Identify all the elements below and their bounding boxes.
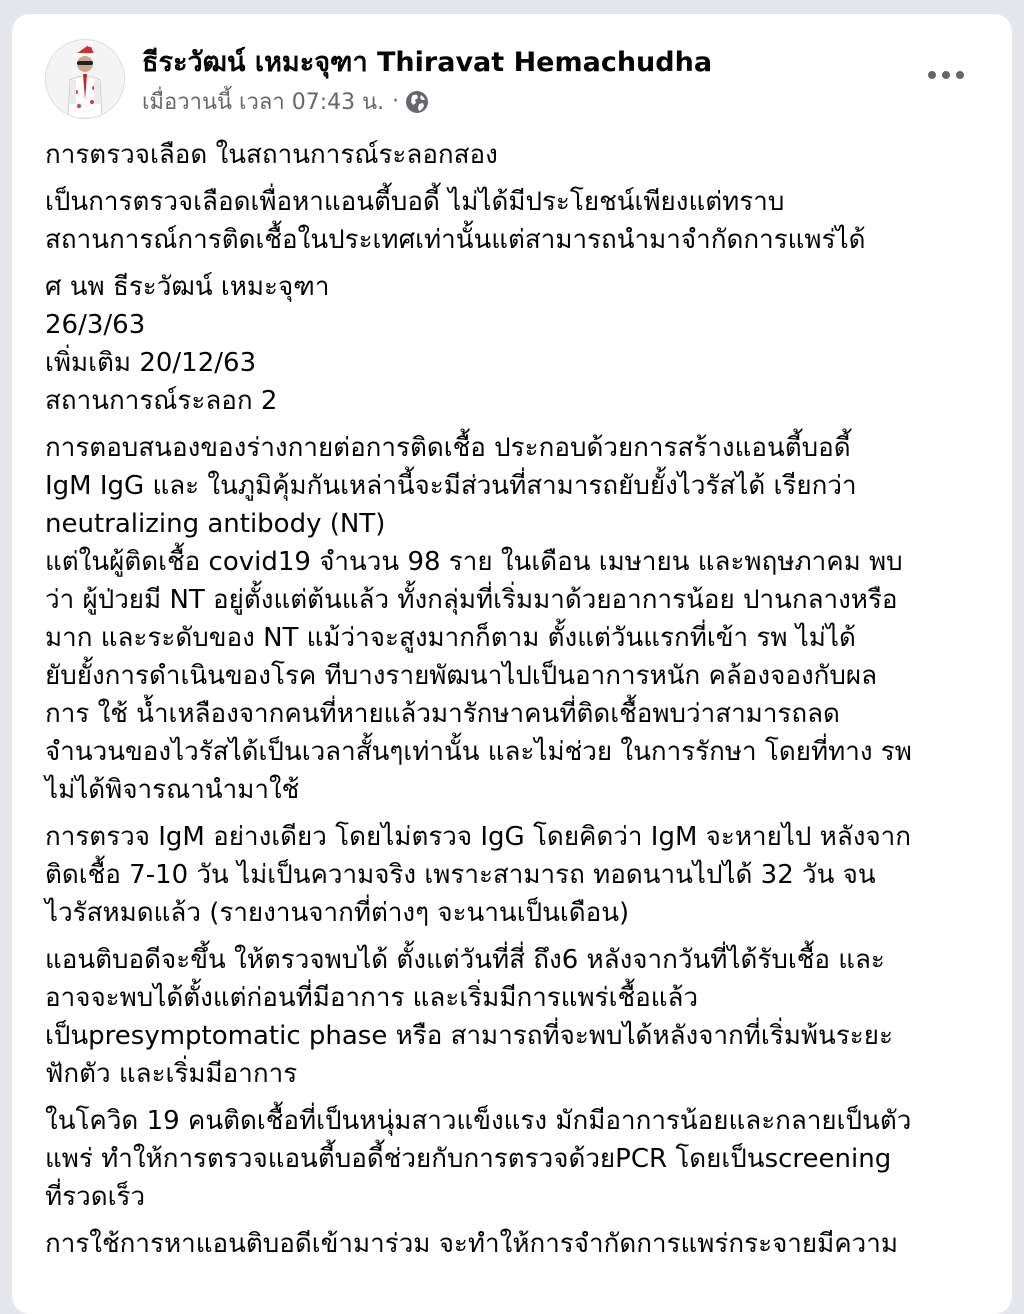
post-text-line: 26/3/63 [45, 310, 146, 340]
post-text-line: ไม่ได้พิจารณานำมาใช้ [45, 775, 300, 805]
post-text-line: ว่า ผู้ป่วยมี NT อยู่ตั้งแต่ต้นแล้ว ทั้งกลุ่มที่เริ่มมาด้วยอาการน้อย ปานกลางหรือ [45, 585, 898, 615]
post-text-line: แอนติบอดีจะขึ้น ให้ตรวจพบได้ ตั้งแต่วันที่สี่ ถึง6 หลังจากวันที่ได้รับเชื้อ และ [45, 945, 885, 975]
post-paragraph [45, 1102, 995, 1216]
post-text-line: ไวรัสหมดแล้ว (รายงานจากที่ต่างๆ จะนานเป็นเดือน) [45, 898, 630, 928]
post-text-line: การใช้การหาแอนติบอดีเข้ามาร่วม จะทำให้การจำกัดการแพร่กระจายมีความ [45, 1229, 899, 1259]
post-text-line: ในโควิด 19 คนติดเชื้อที่เป็นหนุ่มสาวแข็งแรง มักมีอาการน้อยและกลายเป็นตัว [45, 1106, 912, 1136]
post-paragraph [45, 268, 995, 420]
post-text-line: สถานการณ์ระลอก 2 [45, 386, 278, 416]
post-paragraph [45, 818, 995, 932]
post-text-line: ที่รวดเร็ว [45, 1182, 146, 1212]
post-paragraph [45, 136, 995, 174]
globe-icon[interactable] [405, 90, 429, 114]
post-text-line: มาก และระดับของ NT แม้ว่าจะสูงมากก็ตาม ตั้งแต่วันแรกที่เข้า รพ ไม่ได้ [45, 623, 856, 653]
post-text-line: การ ใช้ น้ำเหลืองจากคนที่หายแล้วมารักษาคนที่ติดเชื้อพบว่าสามารถลด [45, 699, 840, 729]
post-header [12, 14, 1012, 124]
post-body [45, 136, 995, 1272]
post-text-line: ติดเชื้อ 7-10 วัน ไม่เป็นความจริง เพราะสามารถ ทอดนานไปได้ 32 วัน จน [45, 860, 876, 890]
post-text-line: จำนวนของไวรัสได้เป็นเวลาสั้นๆเท่านั้น และไม่ช่วย ในการรักษา โดยที่ทาง รพ [45, 737, 912, 767]
post-text-line: การตอบสนองของร่างกายต่อการติดเชื้อ ประกอบด้วยการสร้างแอนตี้บอดี้ [45, 433, 851, 463]
post-text-line: สถานการณ์การติดเชื้อในประเทศเท่านั้นแต่สามารถนำมาจำกัดการแพร่ได้ [45, 225, 866, 255]
avatar[interactable] [45, 39, 125, 119]
post-paragraph [45, 429, 995, 809]
post-timestamp[interactable]: เมื่อวานนี้ เวลา 07:43 น. [142, 90, 385, 115]
author-name[interactable]: ธีระวัฒน์ เหมะจุฑา Thiravat Hemachudha [142, 47, 713, 78]
post-text-line: การตรวจ IgM อย่างเดียว โดยไม่ตรวจ IgG โดยคิดว่า IgM จะหายไป หลังจาก [45, 822, 912, 852]
avatar-image [46, 40, 124, 118]
more-options-icon[interactable] [924, 64, 968, 86]
post-text-line: ศ นพ ธีระวัฒน์ เหมะจุฑา [45, 272, 330, 302]
post-text-line: เป็นpresymptomatic phase หรือ สามารถที่จะพบได้หลังจากที่เริ่มพ้นระยะ [45, 1021, 893, 1051]
post-paragraph [45, 183, 995, 259]
post-card [12, 14, 1012, 1314]
meta-separator: · [392, 89, 400, 114]
post-text-line: แต่ในผู้ติดเชื้อ covid19 จำนวน 98 ราย ในเดือน เมษายน และพฤษภาคม พบ [45, 547, 903, 577]
post-paragraph [45, 1225, 995, 1263]
post-text-line: เพิ่มเติม 20/12/63 [45, 348, 257, 378]
post-text-line: เป็นการตรวจเลือดเพื่อหาแอนตี้บอดี้ ไม่ได้มีประโยชน์เพียงแต่ทราบ [45, 187, 785, 217]
post-text-line: การตรวจเลือด ในสถานการณ์ระลอกสอง [45, 140, 498, 170]
post-paragraph [45, 941, 995, 1093]
post-text-line: แพร่ ทำให้การตรวจแอนตี้บอดี้ช่วยกับการตรวจด้วยPCR โดยเป็นscreening [45, 1144, 892, 1174]
post-text-line: ฟักตัว และเริ่มมีอาการ [45, 1059, 298, 1089]
post-text-line: IgM IgG และ ในภูมิคุ้มกันเหล่านี้จะมีส่วนที่สามารถยับยั้งไวรัสได้ เรียกว่า [45, 471, 857, 501]
post-meta [142, 84, 429, 119]
post-text-line: อาจจะพบได้ตั้งแต่ก่อนที่มีอาการ และเริ่มมีการแพร่เชื้อแล้ว [45, 983, 699, 1013]
post-text-line: ยับยั้งการดำเนินของโรค ทีบางรายพัฒนาไปเป็นอาการหนัก คล้องจองกับผล [45, 661, 878, 691]
post-text-line: neutralizing antibody (NT) [45, 509, 386, 539]
